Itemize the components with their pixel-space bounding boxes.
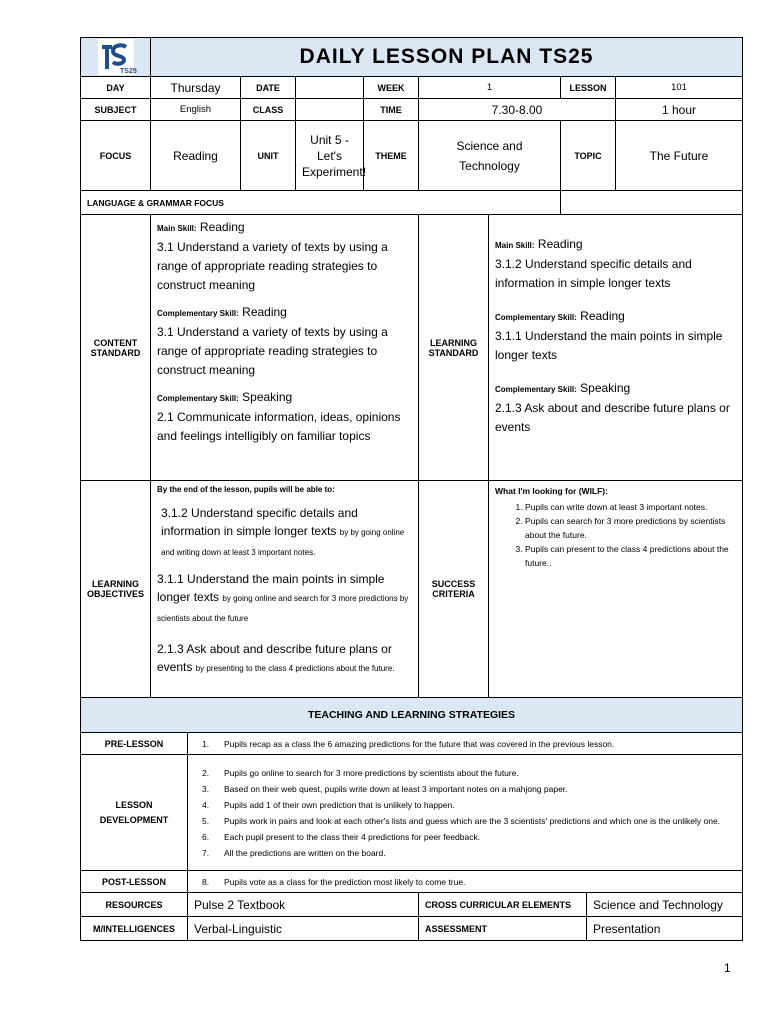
- ls-main-text: 3.1.2 Understand specific details and information in simple longer texts: [495, 257, 692, 290]
- cs-main-text: 3.1 Understand a variety of texts by using a range of appropriate reading strategies to construct meaning: [157, 240, 388, 292]
- unit-value: Unit 5 - Let's Experiment!: [296, 121, 364, 191]
- cs-main-skill-header: Main Skill:: [157, 224, 197, 233]
- objectives-intro: By the end of the lesson, pupils will be able to:: [157, 485, 335, 494]
- day-value: Thursday: [151, 77, 241, 99]
- ls-comp2-header: Complementary Skill:: [495, 385, 577, 394]
- item-text: Each pupil present to the class their 4 predictions for peer feedback.: [224, 831, 481, 842]
- theme-value: Science and Technology: [419, 121, 561, 191]
- cs-comp2-skill: Speaking: [242, 390, 293, 404]
- date-value: [296, 77, 364, 99]
- subject-row: [81, 99, 743, 121]
- cce-label: CROSS CURRICULAR ELEMENTS: [419, 893, 587, 917]
- item-text: Pupils recap as a class the 6 amazing predictions for the future that was covered in the previous lesson.: [224, 738, 615, 749]
- list-item: [202, 765, 736, 781]
- cs-main-skill: Reading: [199, 220, 245, 234]
- page-number: 1: [724, 961, 731, 975]
- cs-comp1-text: 3.1 Understand a variety of texts by using a range of appropriate reading strategies to construct meaning: [157, 325, 388, 377]
- ls-comp1-header: Complementary Skill:: [495, 313, 577, 322]
- wilf-item: 2. Pupils can search for 3 more predictions by scientists about the future.: [525, 514, 736, 542]
- ls-main-skill-header: Main Skill:: [495, 241, 535, 250]
- cs-comp1-header: Complementary Skill:: [157, 309, 239, 318]
- ls-comp2-skill: Speaking: [580, 381, 631, 395]
- success-criteria-cell: [489, 481, 743, 698]
- standards-table: [80, 214, 743, 698]
- subject-label: SUBJECT: [81, 99, 151, 121]
- page-title: DAILY LESSON PLAN TS25: [151, 38, 743, 77]
- class-label: CLASS: [241, 99, 296, 121]
- day-label: DAY: [81, 77, 151, 99]
- school-logo: [98, 39, 137, 75]
- intelligences-row: [81, 917, 743, 941]
- ls-comp1-text: 3.1.1 Understand the main points in simple longer texts: [495, 329, 723, 362]
- item-number: 2.: [202, 767, 210, 778]
- content-standard-cell: [151, 215, 419, 481]
- time-label: TIME: [364, 99, 419, 121]
- item-text: All the predictions are written on the board.: [224, 847, 386, 858]
- cce-value: Science and Technology: [587, 893, 743, 917]
- language-grammar-label: LANGUAGE & GRAMMAR FOCUS: [81, 191, 561, 215]
- intelligences-label: M/INTELLIGENCES: [81, 917, 188, 941]
- lesson-development-cell: [188, 755, 743, 871]
- cs-comp1-skill: Reading: [242, 305, 287, 319]
- subject-value: English: [151, 99, 241, 121]
- theme-label: THEME: [364, 121, 419, 191]
- lesson-value: 101: [616, 77, 743, 99]
- ls-comp1-skill: Reading: [580, 309, 625, 323]
- learning-standard-label: LEARNING STANDARD: [419, 215, 489, 481]
- date-label: DATE: [241, 77, 296, 99]
- item-number: 3.: [202, 783, 210, 794]
- resources-label: RESOURCES: [81, 893, 188, 917]
- time-value: 7.30-8.00: [419, 99, 616, 121]
- resources-value: Pulse 2 Textbook: [188, 893, 419, 917]
- content-standard-label: CONTENT STANDARD: [81, 215, 151, 481]
- objective-2: [157, 570, 412, 628]
- pre-lesson-row: [81, 733, 743, 755]
- list-item: [202, 736, 736, 752]
- assessment-value: Presentation: [587, 917, 743, 941]
- class-value: [296, 99, 364, 121]
- objective-1: [157, 504, 412, 562]
- objective-2-main: 3.1.1 Understand the main points in simple longer texts: [157, 572, 385, 604]
- wilf-header: What I'm looking for (WILF):: [495, 486, 608, 496]
- objective-3: [157, 640, 412, 678]
- title-row: [81, 38, 743, 77]
- item-number: 7.: [202, 847, 210, 858]
- wilf-item: 3. Pupils can present to the class 4 predictions about the future..: [525, 542, 736, 570]
- strategies-table: [80, 697, 743, 893]
- intelligences-value: Verbal-Linguistic: [188, 917, 419, 941]
- cs-comp2-text: 2.1 Communicate information, ideas, opinions and feelings intelligibly on familiar topics: [157, 410, 401, 443]
- ls-comp2-text: 2.1.3 Ask about and describe future plans or events: [495, 401, 730, 434]
- focus-row: [81, 121, 743, 191]
- day-row: [81, 77, 743, 99]
- wilf-list: [495, 500, 736, 570]
- learning-standard-cell: [489, 215, 743, 481]
- list-item: [202, 829, 736, 845]
- wilf-item: 1. Pupils can write down at least 3 important notes.: [525, 500, 736, 514]
- item-number: 5.: [202, 815, 210, 826]
- standards-row: [81, 215, 743, 481]
- list-item: [202, 874, 736, 890]
- development-row: [81, 755, 743, 871]
- item-number: 6.: [202, 831, 210, 842]
- list-item: [202, 781, 736, 797]
- ls-main-skill: Reading: [537, 237, 583, 251]
- post-lesson-cell: [188, 871, 743, 893]
- focus-value: Reading: [151, 121, 241, 191]
- list-item: [202, 797, 736, 813]
- item-text: Pupils add 1 of their own prediction that is unlikely to happen.: [224, 799, 455, 810]
- footer-table: [80, 892, 743, 941]
- learning-objectives-label: LEARNING OBJECTIVES: [81, 481, 151, 698]
- list-item: [202, 845, 736, 861]
- success-criteria-label: SUCCESS CRITERIA: [419, 481, 489, 698]
- language-row: [81, 191, 743, 215]
- learning-objectives-cell: [151, 481, 419, 698]
- post-lesson-label: POST-LESSON: [81, 871, 188, 893]
- objective-1-main: 3.1.2 Understand specific details and information in simple longer texts: [161, 506, 358, 538]
- unit-label: UNIT: [241, 121, 296, 191]
- pre-lesson-label: PRE-LESSON: [81, 733, 188, 755]
- cs-comp2-header: Complementary Skill:: [157, 394, 239, 403]
- topic-label: TOPIC: [561, 121, 616, 191]
- objectives-row: [81, 481, 743, 698]
- objective-2-detail: by going online and search for 3 more predictions by scientists about the future: [157, 594, 409, 623]
- strategies-title: TEACHING AND LEARNING STRATEGIES: [81, 698, 743, 733]
- logo-cell: [81, 38, 151, 77]
- item-text: Based on their web quest, pupils write down at least 3 important notes on a mahjong paper.: [224, 783, 568, 794]
- lesson-development-label: LESSON DEVELOPMENT: [81, 755, 188, 871]
- lesson-label: LESSON: [561, 77, 616, 99]
- item-number: 8.: [202, 876, 210, 887]
- assessment-label: ASSESSMENT: [419, 917, 587, 941]
- lesson-plan-table: [80, 37, 743, 215]
- item-text: Pupils vote as a class for the prediction most likely to come true.: [224, 876, 466, 887]
- lesson-plan-document: [80, 37, 742, 941]
- duration-value: 1 hour: [616, 99, 743, 121]
- item-text: Pupils work in pairs and look at each other's lists and guess which are the 3 scientists' predictions and which one is the unlikely one.: [224, 815, 721, 826]
- post-lesson-row: [81, 871, 743, 893]
- item-text: Pupils go online to search for 3 more predictions by scientists about the future.: [224, 767, 519, 778]
- item-number: 4.: [202, 799, 210, 810]
- pre-lesson-cell: [188, 733, 743, 755]
- list-item: [202, 813, 736, 829]
- objective-1-detail: by by going online and writing down at least 3 important notes.: [161, 528, 405, 557]
- resources-row: [81, 893, 743, 917]
- week-value: 1: [419, 77, 561, 99]
- item-number: 1.: [202, 738, 210, 749]
- topic-value: The Future: [616, 121, 743, 191]
- language-grammar-value: [561, 191, 743, 215]
- week-label: WEEK: [364, 77, 419, 99]
- strategies-header-row: [81, 698, 743, 733]
- logo-text: TS25: [119, 68, 137, 75]
- focus-label: FOCUS: [81, 121, 151, 191]
- objective-3-detail: by presenting to the class 4 predictions about the future.: [195, 664, 395, 673]
- objective-3-main: 2.1.3 Ask about and describe future plans or events: [157, 642, 392, 674]
